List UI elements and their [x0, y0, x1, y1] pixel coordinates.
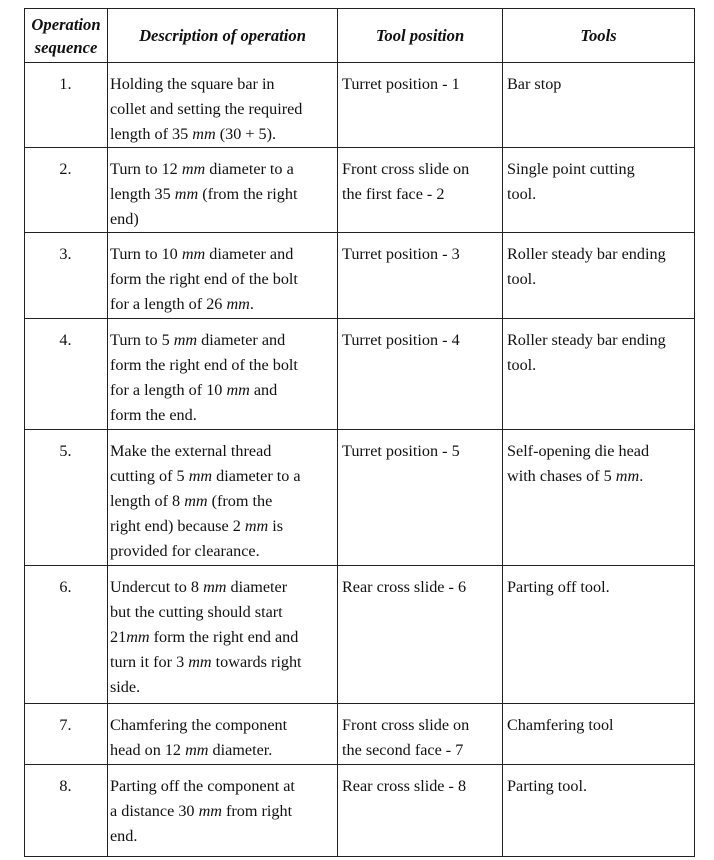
- operation-sequence-line: 8.: [59, 777, 72, 795]
- table-body: [25, 63, 695, 857]
- tool-position: [338, 566, 503, 704]
- operation-description: [108, 63, 338, 148]
- operation-description-line: Undercut to 8 mm diameter: [110, 578, 288, 596]
- operation-description-line: provided for clearance.: [110, 542, 260, 560]
- operation-description-line: end): [110, 210, 139, 228]
- header-sequence-line2: sequence: [34, 37, 98, 57]
- tool-position: [338, 63, 503, 148]
- tools-line: Chamfering tool: [507, 716, 614, 734]
- tool-position: [338, 430, 503, 566]
- tool-position-line: Turret position - 5: [342, 442, 460, 460]
- header-tool-position: Tool position: [338, 9, 503, 63]
- operation-description-line: length 35 mm (from the right: [110, 185, 298, 203]
- table-row: [25, 566, 695, 704]
- tool-position: [338, 765, 503, 857]
- table-row: [25, 319, 695, 430]
- operation-description-line: end.: [110, 827, 138, 845]
- tool-position-line: Turret position - 1: [342, 75, 460, 93]
- operation-sequence: [25, 233, 108, 319]
- tool-position-line: the first face - 2: [342, 185, 445, 203]
- tool-position: [338, 319, 503, 430]
- tools: [503, 63, 695, 148]
- tools-line: tool.: [507, 356, 537, 374]
- operation-sequence: [25, 148, 108, 233]
- operation-description: [108, 430, 338, 566]
- operation-sequence-line: 5.: [59, 442, 72, 460]
- tools: [503, 566, 695, 704]
- tools-line: Parting off tool.: [507, 578, 610, 596]
- operation-description-line: Turn to 10 mm diameter and: [110, 245, 294, 263]
- operation-sequence: [25, 765, 108, 857]
- tool-position-line: Rear cross slide - 8: [342, 777, 467, 795]
- tools-line: tool.: [507, 185, 537, 203]
- tools: [503, 319, 695, 430]
- tools: [503, 765, 695, 857]
- operation-description-line: for a length of 10 mm and: [110, 381, 278, 399]
- operation-description-line: form the right end of the bolt: [110, 270, 298, 288]
- header-description: Description of operation: [108, 9, 338, 63]
- operation-sequence: [25, 704, 108, 765]
- operation-description-line: Make the external thread: [110, 442, 272, 460]
- operation-sequence: [25, 319, 108, 430]
- table-row: [25, 704, 695, 765]
- table-row: [25, 148, 695, 233]
- tool-position: [338, 704, 503, 765]
- operation-description-line: collet and setting the required: [110, 100, 303, 118]
- operation-description-line: length of 8 mm (from the: [110, 492, 273, 510]
- operations-table: [24, 8, 695, 857]
- operation-sequence-line: 1.: [59, 75, 72, 93]
- operation-sequence: [25, 430, 108, 566]
- tools: [503, 148, 695, 233]
- header-row: [25, 9, 695, 63]
- table-row: [25, 63, 695, 148]
- tools-line: Parting tool.: [507, 777, 588, 795]
- operation-description-line: a distance 30 mm from right: [110, 802, 293, 820]
- operation-description: [108, 319, 338, 430]
- tools-line: Roller steady bar ending: [507, 331, 666, 349]
- tool-position: [338, 233, 503, 319]
- tool-position-line: the second face - 7: [342, 741, 464, 759]
- operation-description: [108, 233, 338, 319]
- tool-position-line: Front cross slide on: [342, 716, 470, 734]
- operation-sequence-line: 3.: [59, 245, 72, 263]
- operation-description-line: Holding the square bar in: [110, 75, 275, 93]
- operation-description: [108, 704, 338, 765]
- table-row: [25, 233, 695, 319]
- operation-description: [108, 566, 338, 704]
- operation-description-line: head on 12 mm diameter.: [110, 741, 273, 759]
- tools: [503, 233, 695, 319]
- tool-position-line: Rear cross slide - 6: [342, 578, 467, 596]
- operation-description-line: Turn to 5 mm diameter and: [110, 331, 286, 349]
- header-tools: Tools: [503, 9, 695, 63]
- operation-description-line: cutting of 5 mm diameter to a: [110, 467, 301, 485]
- operation-description-line: form the right end of the bolt: [110, 356, 298, 374]
- header-sequence: [25, 9, 108, 63]
- tools-line: with chases of 5 mm.: [507, 467, 644, 485]
- tools: [503, 704, 695, 765]
- operation-description-line: form the end.: [110, 406, 197, 424]
- operation-sequence-line: 4.: [59, 331, 72, 349]
- operation-description: [108, 148, 338, 233]
- tools: [503, 430, 695, 566]
- tool-position-line: Turret position - 3: [342, 245, 460, 263]
- tools-line: tool.: [507, 270, 537, 288]
- operation-sequence-line: 2.: [59, 160, 72, 178]
- operation-description-line: side.: [110, 678, 141, 696]
- tool-position-line: Turret position - 4: [342, 331, 460, 349]
- operation-description-line: Turn to 12 mm diameter to a: [110, 160, 294, 178]
- header-sequence-line1: Operation: [31, 14, 101, 34]
- table-row: [25, 430, 695, 566]
- operation-description-line: turn it for 3 mm towards right: [110, 653, 302, 671]
- operation-sequence: [25, 63, 108, 148]
- tools-line: Single point cutting: [507, 160, 635, 178]
- tools-line: Roller steady bar ending: [507, 245, 666, 263]
- operation-description-line: Parting off the component at: [110, 777, 295, 795]
- operation-sequence: [25, 566, 108, 704]
- operation-description: [108, 765, 338, 857]
- operation-description-line: 21mm form the right end and: [110, 628, 299, 646]
- operation-description-line: right end) because 2 mm is: [110, 517, 284, 535]
- operation-description-line: but the cutting should start: [110, 603, 283, 621]
- operation-sequence-line: 6.: [59, 578, 72, 596]
- tools-line: Bar stop: [507, 75, 562, 93]
- tool-position: [338, 148, 503, 233]
- tools-line: Self-opening die head: [507, 442, 650, 460]
- operation-description-line: for a length of 26 mm.: [110, 295, 254, 313]
- table-row: [25, 765, 695, 857]
- operation-sequence-line: 7.: [59, 716, 72, 734]
- operation-description-line: length of 35 mm (30 + 5).: [110, 125, 277, 143]
- operation-description-line: Chamfering the component: [110, 716, 288, 734]
- tool-position-line: Front cross slide on: [342, 160, 470, 178]
